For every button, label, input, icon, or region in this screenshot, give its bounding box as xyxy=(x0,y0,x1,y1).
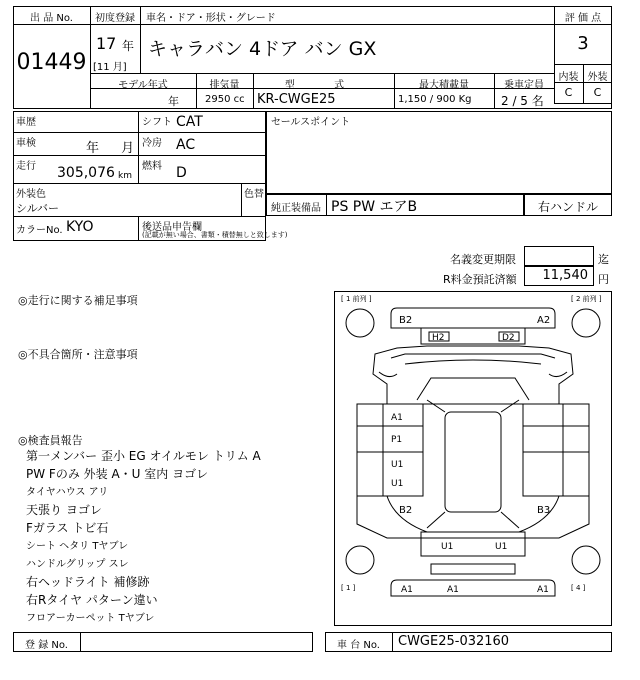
rear-bumper xyxy=(391,580,555,596)
mark-b3: B3 xyxy=(537,505,551,516)
inspection-value: 年 月 xyxy=(86,141,135,156)
type-value: KR-CWGE25 xyxy=(257,92,336,107)
chassis-label: 車 台 No. xyxy=(337,640,380,651)
mark-u1-a: U1 xyxy=(391,460,404,470)
report-line: 第一メンバー 歪小 EG オイルモレ トリム A xyxy=(26,449,261,463)
chassis-no: CWGE25-032160 xyxy=(398,634,510,649)
color-no-value: KYO xyxy=(66,219,94,235)
shift-value: CAT xyxy=(176,114,203,130)
car-name: キャラバン 4ドア バン GX xyxy=(148,38,377,60)
mileage-unit: km xyxy=(118,171,132,181)
ext-color-label: 外装色 xyxy=(16,189,46,200)
lot-no: 01449 xyxy=(16,50,87,75)
rear-window xyxy=(431,564,515,574)
equipment-label: 純正装備品 xyxy=(271,203,321,214)
interior-label: 内装 xyxy=(558,72,579,83)
right-side-panel xyxy=(523,404,589,496)
defects-label: ◎不具合箇所・注意事項 xyxy=(18,348,138,361)
rear-door xyxy=(421,532,525,556)
report-line: フロアーカーペット Tヤブレ xyxy=(26,613,155,624)
left-side-panel xyxy=(357,404,423,496)
mark-a2-front: A2 xyxy=(537,315,551,326)
corner-label-tl: [ 1 前列 ] xyxy=(341,295,372,303)
mileage-value: 305,076 xyxy=(57,165,115,181)
model-year-value: 年 xyxy=(168,95,179,108)
mark-b2-front: B2 xyxy=(399,315,413,326)
fuel-value: D xyxy=(176,165,187,181)
report-line: ハンドルグリップ スレ xyxy=(26,559,129,570)
reg-no-label: 登 録 No. xyxy=(25,640,68,651)
color-no-label: カラーNo. xyxy=(16,225,63,236)
mark-p1: P1 xyxy=(391,435,403,445)
mark-b2-side: B2 xyxy=(399,505,413,516)
fuel-label: 燃料 xyxy=(142,161,162,172)
mark-h2: H2 xyxy=(432,333,445,343)
selling-points-label: セールスポイント xyxy=(271,117,351,128)
interior-grade: C xyxy=(564,86,573,99)
max-load-value: 1,150 / 900 Kg xyxy=(398,94,472,105)
tire-front-left xyxy=(346,309,374,337)
name-change-label: 名義変更期限 xyxy=(450,253,516,266)
first-reg-year: 17 xyxy=(96,34,117,53)
exterior-grade: C xyxy=(593,86,602,99)
first-reg-label: 初度登録 xyxy=(95,13,135,24)
tire-rear-right xyxy=(572,546,600,574)
mark-u1-b: U1 xyxy=(391,479,404,489)
tire-front-right xyxy=(572,309,600,337)
roof-panel xyxy=(445,412,501,512)
report-line: 右ヘッドライト 補修跡 xyxy=(26,575,150,589)
history-label: 車歴 xyxy=(16,117,36,128)
lot-no-label: 出 品 No. xyxy=(30,13,73,24)
corner-label-br: [ 4 ] xyxy=(571,584,586,592)
ext-color-value: シルバー xyxy=(16,202,59,215)
report-line: 天張り ヨゴレ xyxy=(26,503,102,517)
front-bumper xyxy=(391,308,555,328)
displacement-label: 排気量 xyxy=(209,80,240,91)
capacity-value: 2 / 5 名 xyxy=(501,94,544,108)
tire-rear-left xyxy=(346,546,374,574)
mileage-label: 走行 xyxy=(16,161,36,172)
docs-label: 後送品申告欄 xyxy=(142,222,202,233)
report-line: PW Fのみ 外装 A・U 室内 ヨゴレ xyxy=(26,467,209,481)
handle-value: 右ハンドル xyxy=(537,200,598,214)
mark-u1-rear-right: U1 xyxy=(495,542,508,552)
name-change-unit: 迄 xyxy=(598,253,609,266)
capacity-label: 乗車定員 xyxy=(504,80,544,91)
shift-label: シフト xyxy=(142,117,172,128)
first-reg-month: [11 月] xyxy=(93,62,127,73)
max-load-label: 最大積載量 xyxy=(419,80,469,91)
mark-a1-bottom-right: A1 xyxy=(537,585,549,595)
displacement-value: 2950 cc xyxy=(205,94,245,105)
corner-label-tr: [ 2 前列 ] xyxy=(571,295,602,303)
report-line: Fガラス トビ石 xyxy=(26,521,109,535)
mark-a1-bottom-center: A1 xyxy=(447,585,459,595)
exterior-label: 外装 xyxy=(587,72,608,83)
corner-label-bl: [ 1 ] xyxy=(341,584,356,592)
report-line: シート ヘタリ Tヤブレ xyxy=(26,541,129,552)
report-line: 右Rタイヤ パターン違い xyxy=(26,593,158,607)
mark-u1-rear-left: U1 xyxy=(441,542,454,552)
inspection-label: 車検 xyxy=(16,138,36,149)
docs-note: (記載が無い場合、書類・積替無しと致します) xyxy=(142,231,288,239)
color-change-label: 色替 xyxy=(244,189,264,200)
recycle-value: 11,540 xyxy=(542,268,588,283)
windshield xyxy=(417,378,529,400)
report-line: タイヤハウス アリ xyxy=(26,487,109,498)
car-name-label: 車名・ドア・形状・グレード xyxy=(146,13,276,24)
mark-a1-roof: A1 xyxy=(391,413,403,423)
model-year-label: モデル年式 xyxy=(118,80,168,91)
type-label: 型 式 xyxy=(284,80,363,91)
score-label: 評 価 点 xyxy=(564,13,602,24)
score-value: 3 xyxy=(577,33,589,54)
ac-label: 冷房 xyxy=(142,138,162,149)
driving-notes-label: ◎走行に関する補足事項 xyxy=(18,294,138,307)
name-change-box xyxy=(524,246,594,266)
recycle-unit: 円 xyxy=(598,273,609,286)
recycle-label: R料金預託済額 xyxy=(443,273,517,286)
ac-value: AC xyxy=(176,137,196,153)
equipment-value: PS PW エアB xyxy=(331,199,418,215)
first-reg-year-unit: 年 xyxy=(122,39,135,53)
inspector-report-label: ◎検査員報告 xyxy=(18,434,83,447)
mark-d2: D2 xyxy=(502,333,515,343)
damage-diagram xyxy=(334,291,612,626)
mark-a1-bottom-left: A1 xyxy=(401,585,413,595)
